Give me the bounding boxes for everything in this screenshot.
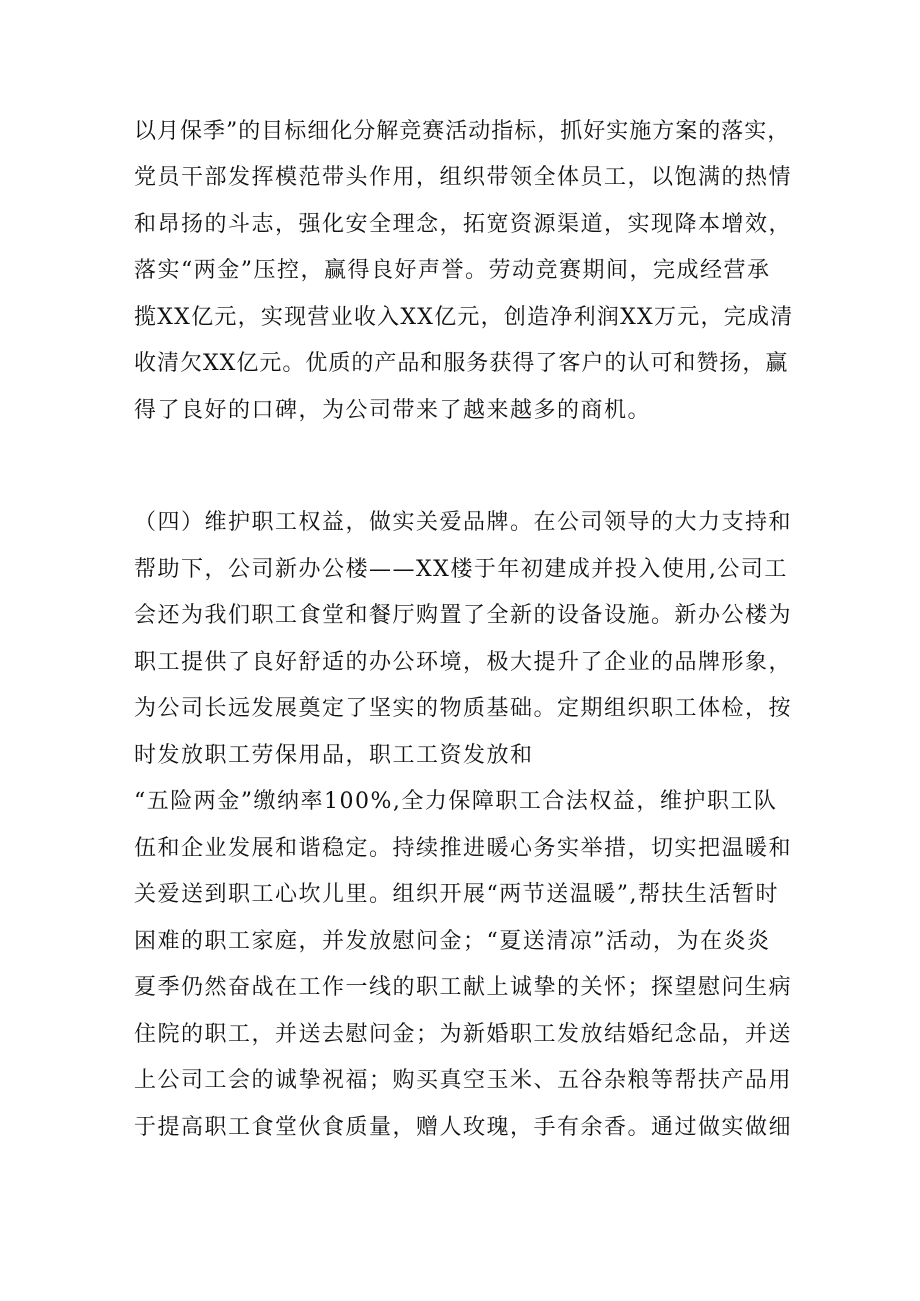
- text-line: 揽XX亿元，实现营业收入XX亿元，创造净利润XX万元，完成清: [134, 305, 794, 330]
- text-line: 得了良好的口碑，为公司带来了越来越多的商机。: [134, 398, 652, 423]
- text-line: 落实“两金”压控，赢得良好声誉。劳动竞赛期间，完成经营承: [134, 258, 771, 283]
- text-line: “五险两金”缴纳率100%,全力保障职工合法权益，维护职工队: [134, 789, 778, 814]
- text-line: 党员干部发挥模范带头作用，组织带领全体员工，以饱满的热情: [134, 165, 793, 190]
- text-line: 夏季仍然奋战在工作一线的职工献上诚挚的关怀；探望慰问生病: [134, 975, 793, 1000]
- text-line: 为公司长远发展奠定了坚实的物质基础。定期组织职工体检，按: [134, 696, 793, 721]
- text-line: 会还为我们职工食堂和餐厅购置了全新的设备设施。新办公楼为: [134, 603, 793, 628]
- text-line: 职工提供了良好舒适的办公环境，极大提升了企业的品牌形象，: [134, 650, 793, 675]
- text-line: 关爱送到职工心坎儿里。组织开展“两节送温暖”,帮扶生活暂时: [134, 882, 779, 907]
- text-line: 帮助下，公司新办公楼——XX楼于年初建成并投入使用,公司工: [134, 557, 788, 582]
- text-line: 和昂扬的斗志，强化安全理念，拓宽资源渠道，实现降本增效，: [134, 212, 793, 237]
- text-line: 于提高职工食堂伙食质量，赠人玫瑰，手有余香。通过做实做细: [134, 1115, 793, 1140]
- text-line: 困难的职工家庭，并发放慰问金；“夏送清凉”活动，为在炎炎: [134, 929, 771, 954]
- section-heading-line: （四）维护职工权益，做实关爱品牌。在公司领导的大力支持和: [134, 510, 793, 535]
- text-line: 收清欠XX亿元。优质的产品和服务获得了客户的认可和赞扬，赢: [134, 351, 789, 376]
- text-line: 时发放职工劳保用品，职工工资发放和: [134, 743, 534, 768]
- text-line: 伍和企业发展和谐稳定。持续推进暖心务实举措，切实把温暖和: [134, 836, 793, 861]
- text-line: 上公司工会的诚挚祝福；购买真空玉米、五谷杂粮等帮扶产品用: [134, 1068, 793, 1093]
- text-line: 以月保季”的目标细化分解竞赛活动指标，抓好实施方案的落实，: [134, 119, 791, 144]
- text-line: 住院的职工，并送去慰问金；为新婚职工发放结婚纪念品，并送: [134, 1022, 793, 1047]
